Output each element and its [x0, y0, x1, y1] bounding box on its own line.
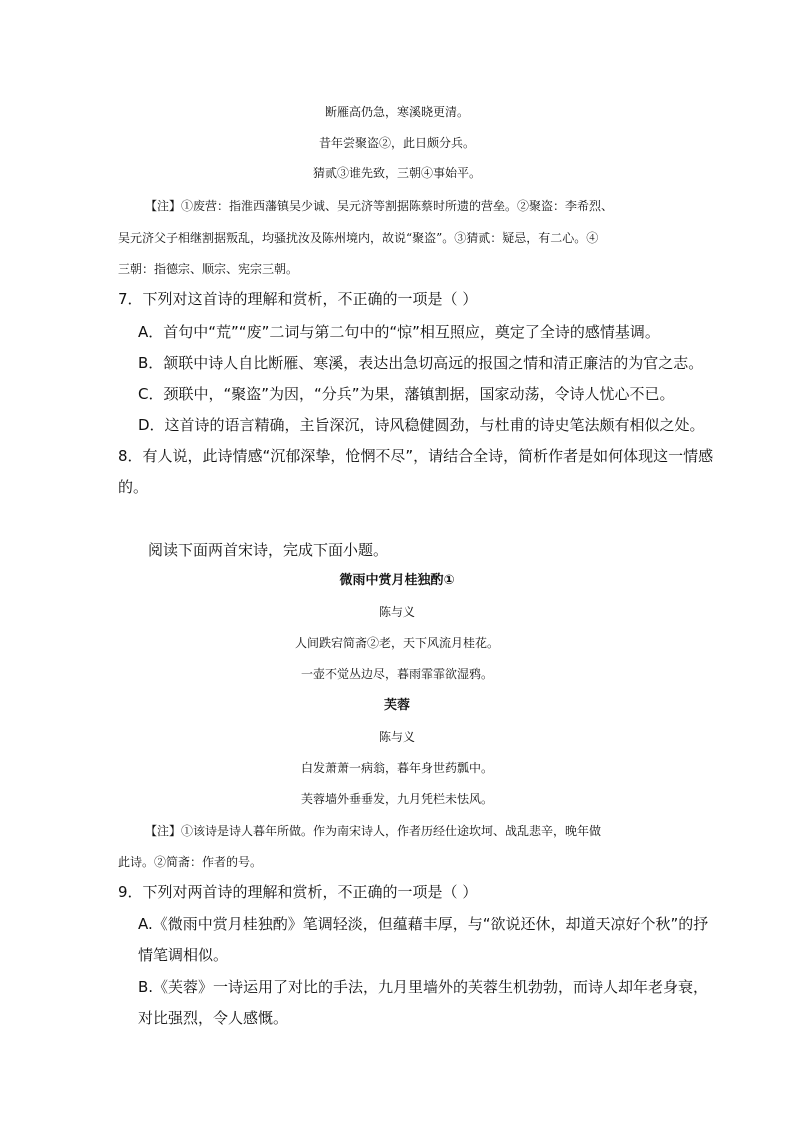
question-7-option: D．这首诗的语言精确，主旨深沉，诗风稳健圆劲，与杜甫的诗史笔法颇有相似之处。 [138, 416, 705, 434]
poem2-author: 陈与义 [378, 605, 415, 619]
poem2-line: 人间跌宕简斋②老，天下风流月桂花。 [294, 636, 499, 650]
note1-line: 吴元济父子相继割据叛乱，均骚扰汝及陈州境内，故说“聚盗”。③猜贰：疑忌，有二心。④ [118, 231, 599, 245]
poem3-title: 芙蓉 [383, 698, 410, 713]
note2-line: 【注】①该诗是诗人暮年所做。作为南宋诗人，作者历经仕途坎坷、战乱悲辛，晚年做 [145, 824, 602, 838]
question-7-stem: 7．下列对这首诗的理解和赏析，不正确的一项是（ ） [118, 290, 478, 308]
question-9-option-b: 对比强烈，令人感慨。 [138, 1009, 289, 1027]
note1-line: 三朝：指德宗、顺宗、宪宗三朝。 [118, 262, 299, 276]
question-9-option-a: A.《微雨中赏月桂独酌》笔调轻淡，但蕴藉丰厚，与“欲说还休，却道天凉好个秋”的抒 [138, 915, 709, 933]
question-7-option: A．首句中“荒”“废”二词与第二句中的“惊”相互照应，奠定了全诗的感情基调。 [138, 323, 660, 341]
poem2-line: 一壶不觉丛边尽，暮雨霏霏欲湿鸦。 [300, 667, 493, 681]
poem3-line: 白发萧萧一病翁，暮年身世药瓢中。 [300, 761, 493, 775]
question-7-option: B．颔联中诗人自比断雁、寒溪，表达出急切高远的报国之情和清正廉洁的为官之志。 [138, 354, 704, 372]
question-7-option: C．颈联中，“聚盗”为因，“分兵”为果，藩镇割据，国家动荡，令诗人忧心不已。 [138, 385, 675, 403]
poem2-title: 微雨中赏月桂独酌① [339, 573, 455, 588]
question-9-option-b: B.《芙蓉》一诗运用了对比的手法，九月里墙外的芙蓉生机勃勃，而诗人却年老身衰， [138, 978, 709, 996]
question-8-line: 的。 [118, 478, 149, 496]
poem1-line: 昔年尝聚盗②，此日颇分兵。 [318, 136, 475, 150]
question-9-option-a: 情笔调相似。 [138, 946, 229, 964]
question-9-stem: 9．下列对两首诗的理解和赏析，不正确的一项是（ ） [118, 883, 478, 901]
note2-line: 此诗。②简斋：作者的号。 [118, 855, 263, 869]
note1-line: 【注】①废营：指淮西藩镇吴少诚、吴元济等割据陈蔡时所遗的营垒。②聚盗：李希烈、 [145, 199, 614, 213]
poem1-line: 断雁高仍急，寒溪晓更清。 [324, 105, 469, 119]
poem1-line: 猜贰③谁先致，三朝④事始平。 [312, 166, 481, 180]
poem3-line: 芙蓉墙外垂垂发，九月凭栏未怯风。 [300, 792, 493, 806]
question-8-line: 8．有人说，此诗情感“沉郁深挚，怆惘不尽”，请结合全诗，简析作者是如何体现这一情感 [118, 447, 714, 465]
poem3-author: 陈与义 [378, 730, 415, 744]
section-intro: 阅读下面两首宋诗，完成下面小题。 [148, 541, 389, 559]
